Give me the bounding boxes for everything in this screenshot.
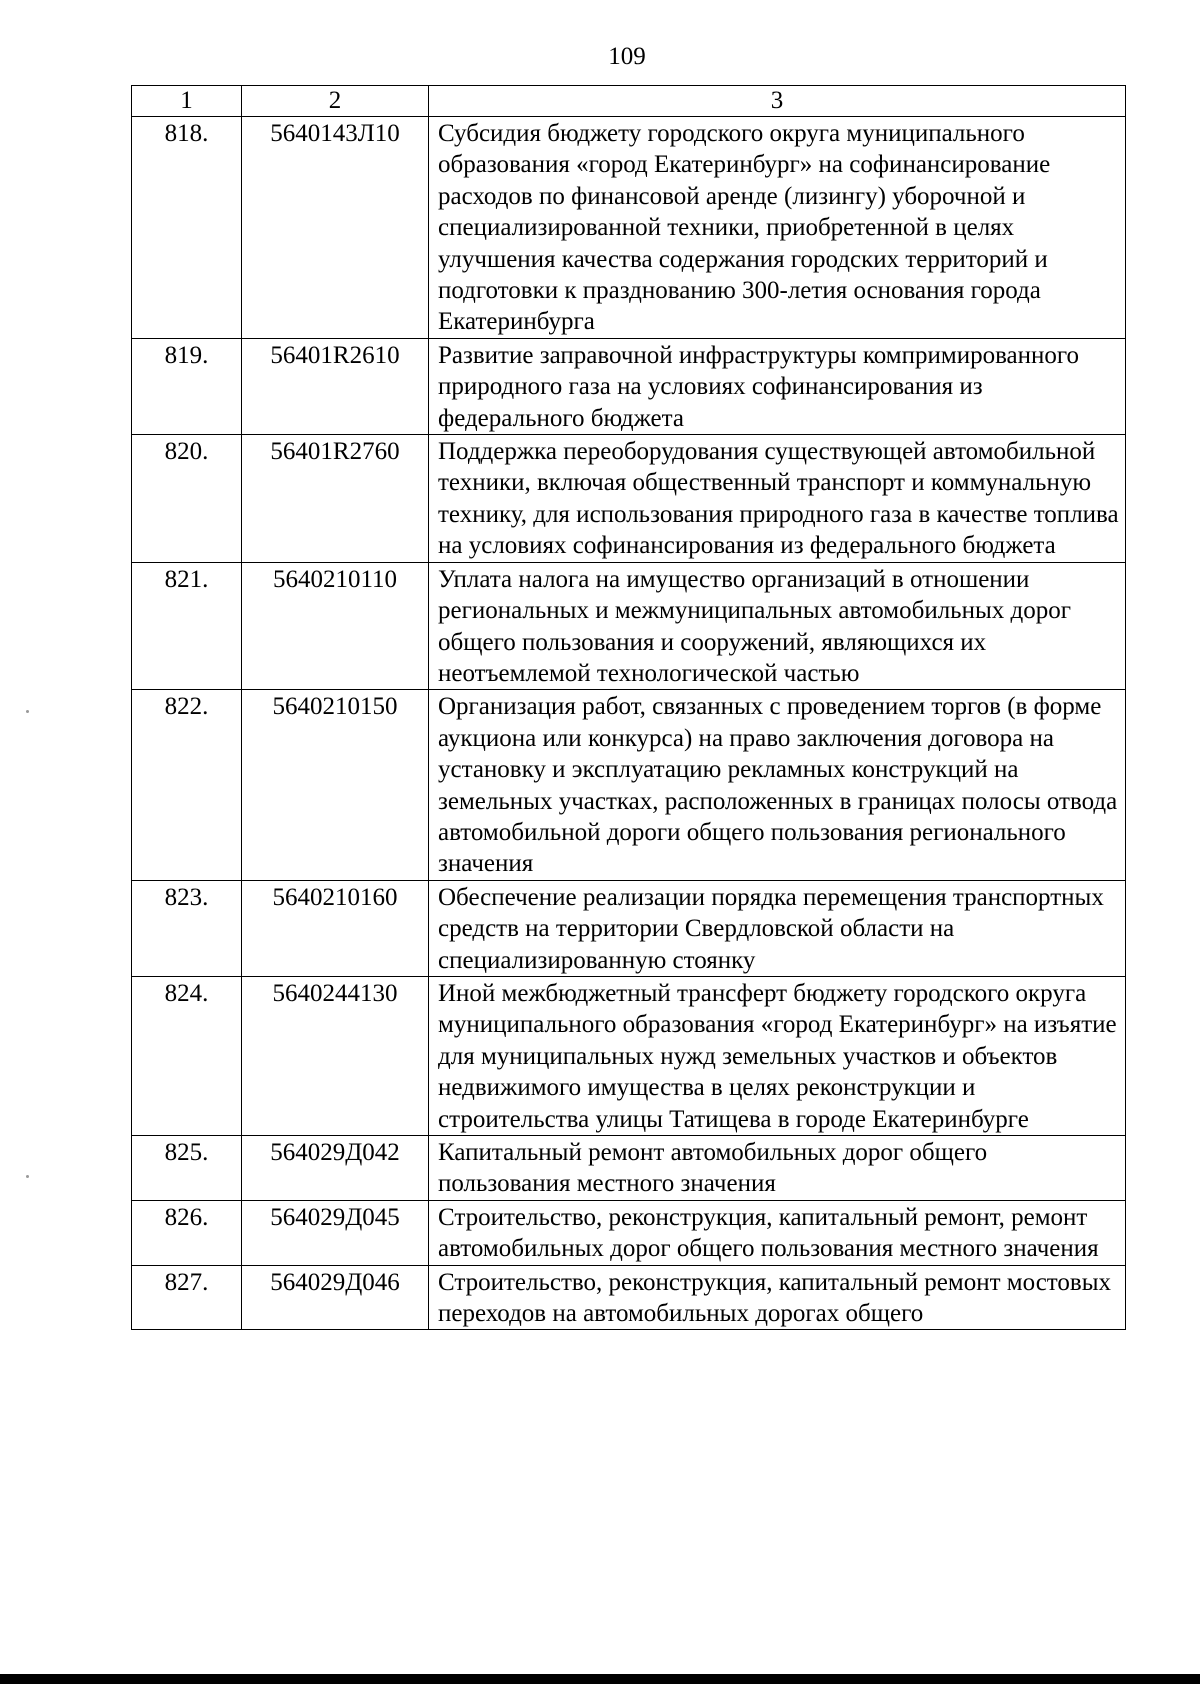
row-description: Субсидия бюджету городского округа муниципального образования «город Екатеринбург» на софинансирование расходов по финансовой аренде (лизингу) уборочной и специализированной техники, приобретенной в целях улучшения качества содержания городских территорий и подготовки к празднованию 300-летия основания города Екатеринбурга bbox=[429, 117, 1126, 339]
row-number: 826. bbox=[132, 1200, 242, 1265]
column-header-description: 3 bbox=[429, 86, 1126, 117]
table-row bbox=[132, 562, 1126, 690]
budget-classification-table bbox=[131, 85, 1126, 1330]
row-code: 5640244130 bbox=[242, 976, 429, 1135]
scan-artifact-dot bbox=[26, 710, 29, 713]
row-number: 825. bbox=[132, 1136, 242, 1201]
table-row bbox=[132, 338, 1126, 434]
table-row bbox=[132, 1200, 1126, 1265]
column-header-code: 2 bbox=[242, 86, 429, 117]
row-description: Иной межбюджетный трансферт бюджету городского округа муниципального образования «город Екатеринбург» на изъятие для муниципальных нужд земельных участков и объектов недвижимого имущества в целях реконструкции и строительства улицы Татищева в городе Екатеринбурге bbox=[429, 976, 1126, 1135]
table-row bbox=[132, 1136, 1126, 1201]
row-code: 5640210150 bbox=[242, 690, 429, 880]
table-row bbox=[132, 976, 1126, 1135]
page-number: 109 bbox=[608, 43, 646, 70]
row-number: 819. bbox=[132, 338, 242, 434]
row-description: Капитальный ремонт автомобильных дорог общего пользования местного значения bbox=[429, 1136, 1126, 1201]
row-code: 564029Д042 bbox=[242, 1136, 429, 1201]
row-code: 5640143Л10 bbox=[242, 117, 429, 339]
row-number: 824. bbox=[132, 976, 242, 1135]
row-code: 564029Д046 bbox=[242, 1265, 429, 1330]
row-number: 818. bbox=[132, 117, 242, 339]
header-row bbox=[132, 86, 1126, 117]
row-code: 56401R2610 bbox=[242, 338, 429, 434]
row-number: 821. bbox=[132, 562, 242, 690]
table-row bbox=[132, 117, 1126, 339]
row-description: Строительство, реконструкция, капитальный ремонт мостовых переходов на автомобильных дорогах общего bbox=[429, 1265, 1126, 1330]
bottom-scan-edge bbox=[0, 1674, 1200, 1684]
table-row bbox=[132, 690, 1126, 880]
row-number: 820. bbox=[132, 435, 242, 563]
scan-artifact-dot bbox=[26, 1175, 29, 1178]
row-code: 56401R2760 bbox=[242, 435, 429, 563]
row-code: 564029Д045 bbox=[242, 1200, 429, 1265]
row-number: 823. bbox=[132, 880, 242, 976]
table-row bbox=[132, 435, 1126, 563]
table-row bbox=[132, 1265, 1126, 1330]
row-description: Обеспечение реализации порядка перемещения транспортных средств на территории Свердловской области на специализированную стоянку bbox=[429, 880, 1126, 976]
table-row bbox=[132, 880, 1126, 976]
row-code: 5640210110 bbox=[242, 562, 429, 690]
column-header-number: 1 bbox=[132, 86, 242, 117]
row-description: Поддержка переоборудования существующей автомобильной техники, включая общественный транспорт и коммунальную технику, для использования природного газа в качестве топлива на условиях софинансирования из федерального бюджета bbox=[429, 435, 1126, 563]
row-description: Строительство, реконструкция, капитальный ремонт, ремонт автомобильных дорог общего пользования местного значения bbox=[429, 1200, 1126, 1265]
row-description: Развитие заправочной инфраструктуры компримированного природного газа на условиях софинансирования из федерального бюджета bbox=[429, 338, 1126, 434]
row-number: 822. bbox=[132, 690, 242, 880]
row-description: Уплата налога на имущество организаций в отношении региональных и межмуниципальных автомобильных дорог общего пользования и сооружений, являющихся их неотъемлемой технологической частью bbox=[429, 562, 1126, 690]
row-description: Организация работ, связанных с проведением торгов (в форме аукциона или конкурса) на право заключения договора на установку и эксплуатацию рекламных конструкций на земельных участках, расположенных в границах полосы отвода автомобильной дороги общего пользования регионального значения bbox=[429, 690, 1126, 880]
row-code: 5640210160 bbox=[242, 880, 429, 976]
row-number: 827. bbox=[132, 1265, 242, 1330]
